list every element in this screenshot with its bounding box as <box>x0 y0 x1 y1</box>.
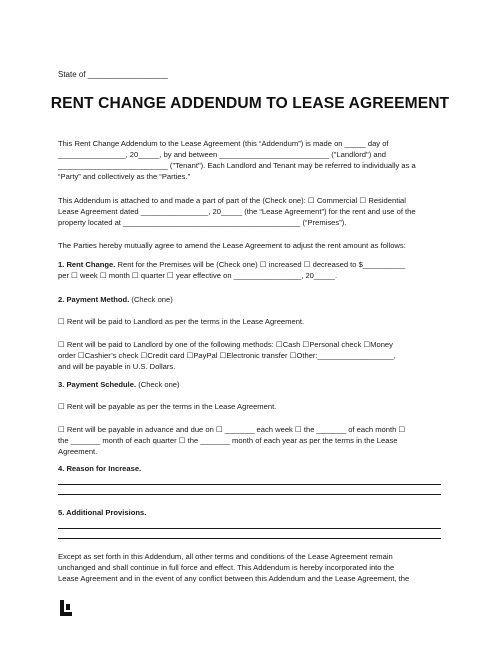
provisions-input-line[interactable] <box>58 528 441 529</box>
section-heading: 1. Rent Change. <box>58 260 116 269</box>
check-one-note: (Check one) <box>129 295 173 304</box>
agree-text: The Parties hereby mutually agree to amend the Lease Agreement to adjust the rent amount as follows: <box>58 241 406 250</box>
section-payment-schedule <box>58 379 444 390</box>
state-field[interactable] <box>58 70 168 79</box>
option-text: ☐ Rent will be payable as per the terms in the Lease Agreement. <box>58 402 277 411</box>
closing-line: Lease Agreement and in the event of any conflict between this Addendum and the Lease Agreement, the <box>58 574 410 583</box>
intro-line: ________________, 20_____, by and between __________________________ ("Landlord") and <box>58 150 387 159</box>
reason-input-line[interactable] <box>58 484 441 485</box>
provisions-input-line[interactable] <box>58 538 441 539</box>
option-text: ☐ Rent will be paid to Landlord by one of the following methods: ☐Cash ☐Personal check ☐Money <box>58 340 393 349</box>
attached-line: Lease Agreement dated ________________, 20_____ (the “Lease Agreement”) for the rent and use of the <box>58 207 416 216</box>
intro-paragraph <box>58 138 444 182</box>
section-heading: 5. Additional Provisions. <box>58 508 147 517</box>
agree-paragraph <box>58 240 444 251</box>
closing-line: Except as set forth in this Addendum, all other terms and conditions of the Lease Agreement remain <box>58 552 393 561</box>
payment-schedule-option-lease[interactable] <box>58 401 444 412</box>
option-text: and will be payable in U.S. Dollars. <box>58 362 176 371</box>
closing-line: unchanged and shall continue in full force and effect. This Addendum is hereby incorporated into the <box>58 563 395 572</box>
section-heading: 4. Reason for Increase. <box>58 464 142 473</box>
payment-schedule-option-advance[interactable] <box>58 424 444 457</box>
intro-line: This Rent Change Addendum to the Lease Agreement (this “Addendum”) is made on _____ day of <box>58 139 389 148</box>
option-text: ☐ Rent will be payable in advance and due on ☐ _______ each week ☐ the _______ of each month ☐ <box>58 425 406 434</box>
option-text: ☐ Rent will be paid to Landlord as per the terms in the Lease Agreement. <box>58 317 305 326</box>
section-heading: 3. Payment Schedule. <box>58 380 137 389</box>
state-label: State of __________________ <box>58 70 168 79</box>
rent-change-text: per ☐ week ☐ month ☐ quarter ☐ year effective on ________________, 20_____. <box>58 271 338 280</box>
payment-method-option-lease[interactable] <box>58 316 444 327</box>
brand-logo-icon <box>60 600 74 616</box>
option-text: Agreement. <box>58 447 98 456</box>
reason-input-line[interactable] <box>58 494 441 495</box>
intro-line: “Party” and collectively as the “Parties.” <box>58 172 191 181</box>
intro-line: __________________________ ("Tenant"). Each Landlord and Tenant may be referred to individually as a <box>58 161 416 170</box>
attached-line: property located at __________________________________________ (“Premises”). <box>58 218 347 227</box>
section-heading: 2. Payment Method. <box>58 295 130 304</box>
section-reason-for-increase <box>58 463 444 474</box>
section-additional-provisions <box>58 507 444 518</box>
rent-change-text: Rent for the Premises will be (Check one) ☐ increased ☐ decreased to $__________ <box>115 260 406 269</box>
section-payment-method <box>58 294 444 305</box>
section-rent-change <box>58 259 444 281</box>
payment-method-option-methods[interactable] <box>58 339 444 372</box>
check-one-note: (Check one) <box>136 380 180 389</box>
option-text: order ☐Cashier’s check ☐Credit card ☐PayPal ☐Electronic transfer ☐Other:__________________, <box>58 351 396 360</box>
closing-paragraph <box>58 551 444 584</box>
attached-line: This Addendum is attached to and made a part of part of the (Check one): ☐ Commercial ☐ Residential <box>58 196 406 205</box>
attached-paragraph <box>58 195 444 228</box>
document-title: RENT CHANGE ADDENDUM TO LEASE AGREEMENT <box>50 95 450 112</box>
option-text: the _______ month of each quarter ☐ the _______ month of each year as per the terms in the Lease <box>58 436 398 445</box>
